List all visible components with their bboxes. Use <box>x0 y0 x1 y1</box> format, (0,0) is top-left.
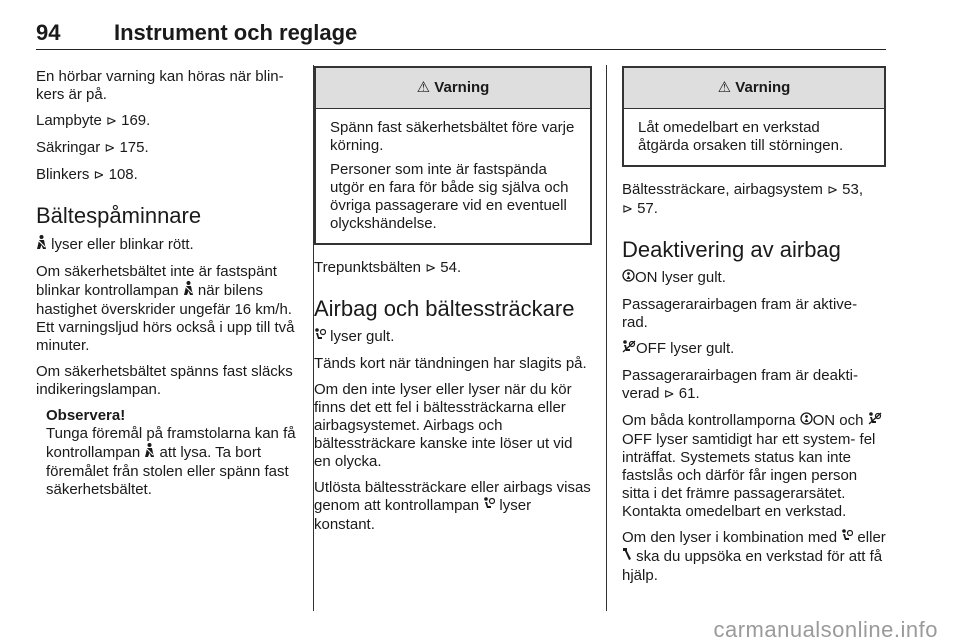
airbag-icon <box>483 497 495 516</box>
seatbelt-icon <box>36 235 47 255</box>
section-heading-airbag: Airbag och bältessträckare <box>314 296 575 321</box>
arrow-ref-icon: ⊳ <box>106 114 117 129</box>
arrow-ref-icon: ⊳ <box>663 387 675 402</box>
ref-page[interactable]: 53, <box>842 181 864 198</box>
note-title: Observera! <box>46 407 126 424</box>
warning-text: Spänn fast säkerhetsbältet före varje körning. <box>330 119 575 154</box>
page-header <box>0 0 960 48</box>
column-1 <box>36 68 302 499</box>
airbag-system-fault-text: Om båda kontrollamporna ON och OFF lyser samtidigt har ett system- fel inträffat. Systemets status kan inte fastslås och därför får ingen person sitta i det främre passagerarsätet. Kontakta omedelbart en verkstad. <box>622 412 886 521</box>
section-heading-seatbelt-reminder: Bältespåminnare <box>36 203 202 228</box>
airbag-deactivated-text: Passagerarairbagen fram är deakti- verad ⊳ 61. <box>622 367 858 402</box>
seatbelt-icon <box>144 443 155 463</box>
warning-header: ⚠ Varning <box>624 68 884 109</box>
ref-blinkers: Blinkers ⊳ 108. <box>36 166 138 183</box>
airbag-icon <box>314 328 326 347</box>
airbag-deployed-text: Utlösta bältessträckare eller airbags visas genom att kontrollampan lyser konstant. <box>314 479 591 533</box>
header-rule <box>36 49 886 50</box>
arrow-ref-icon: ⊳ <box>93 168 105 183</box>
seatbelt-speed-text: Om säkerhetsbältet inte är fastspänt blinkar kontrollampan när bilens hastighet överskrider ungefär 16 km/h. Ett varningsljud hörs också i upp till två minuter. <box>36 263 295 354</box>
seat-belt-pretensioner-icon <box>622 548 632 567</box>
ref-page[interactable]: 54. <box>440 259 462 276</box>
passenger-airbag-on-icon <box>800 412 813 431</box>
arrow-ref-icon: ⊳ <box>622 202 633 217</box>
ref-page[interactable]: 169. <box>121 112 151 129</box>
ref-page[interactable]: 175. <box>119 139 149 156</box>
ref-page[interactable]: 61. <box>678 385 700 402</box>
ref-lampbyte: Lampbyte ⊳ 169. <box>36 112 151 129</box>
warning-icon: ⚠ <box>416 79 431 96</box>
page-number: 94 <box>36 20 61 45</box>
watermark: carmanualsonline.info <box>713 617 938 642</box>
seatbelt-lamp-text: lyser eller blinkar rött. <box>36 235 302 255</box>
warning-header: ⚠ Varning <box>316 68 590 109</box>
seatbelt-fasten-text: Om säkerhetsbältet spänns fast släcks indikeringslampan. <box>36 363 293 398</box>
airbag-lamp-text: lyser gult. <box>314 328 592 347</box>
passenger-airbag-off-icon <box>622 340 636 359</box>
ref-page[interactable]: 108. <box>108 166 138 183</box>
ref-trepunkt: Trepunktsbälten ⊳ 54. <box>314 259 462 276</box>
airbag-off-lamp-text: OFF lyser gult. <box>622 340 886 359</box>
airbag-on-lamp-text: ON lyser gult. <box>622 269 886 288</box>
airbag-icon <box>841 529 853 548</box>
passenger-airbag-off-icon <box>868 412 882 431</box>
section-heading-airbag-deactivation: Deaktivering av airbag <box>622 237 841 262</box>
airbag-ignition-text: Tänds kort när tändningen har slagits på. <box>314 355 587 372</box>
warning-box <box>622 66 886 167</box>
passenger-airbag-on-icon <box>622 269 635 288</box>
warning-text: Personer som inte är fastspända utgör en fara för både sig själva och övriga passagerare vid en eventuell olyckshändelse. <box>330 161 569 232</box>
warning-box <box>314 66 592 245</box>
turn-signal-warning-text: En hörbar varning kan höras när blin- kers är på. <box>36 68 284 103</box>
airbag-fault-text: Om den inte lyser eller lyser när du kör finns det ett fel i bältessträckarna eller airbagsystemet. Airbags och bältessträckare kanske inte löser ut vid en olycka. <box>314 381 573 470</box>
airbag-active-text: Passagerarairbagen fram är aktive- rad. <box>622 296 858 331</box>
combination-lamp-text: Om den lyser i kombination med eller ska du uppsöka en verkstad för att få hjälp. <box>622 529 886 584</box>
ref-pretensioner-airbag: Bältessträckare, airbagsystem ⊳ 53, ⊳ 57. <box>622 181 864 217</box>
warning-text: Låt omedelbart en verkstad åtgärda orsaken till störningen. <box>638 119 844 154</box>
column-divider-2 <box>606 65 607 611</box>
ref-sakringar: Säkringar ⊳ 175. <box>36 139 149 156</box>
arrow-ref-icon: ⊳ <box>425 261 437 276</box>
ref-page[interactable]: 57. <box>637 200 658 217</box>
column-2 <box>314 66 592 542</box>
running-title: Instrument och reglage <box>114 20 358 45</box>
note-block: Observera! Tunga föremål på framstolarna kan få kontrollampan att lysa. Ta bort föremålet från stolen eller spänn fast säkerhetsbältet. <box>36 407 302 499</box>
arrow-ref-icon: ⊳ <box>827 183 838 198</box>
warning-icon: ⚠ <box>717 79 732 96</box>
page-footer <box>0 615 960 642</box>
seatbelt-icon <box>183 281 194 301</box>
arrow-ref-icon: ⊳ <box>104 141 116 156</box>
column-3 <box>622 66 886 593</box>
